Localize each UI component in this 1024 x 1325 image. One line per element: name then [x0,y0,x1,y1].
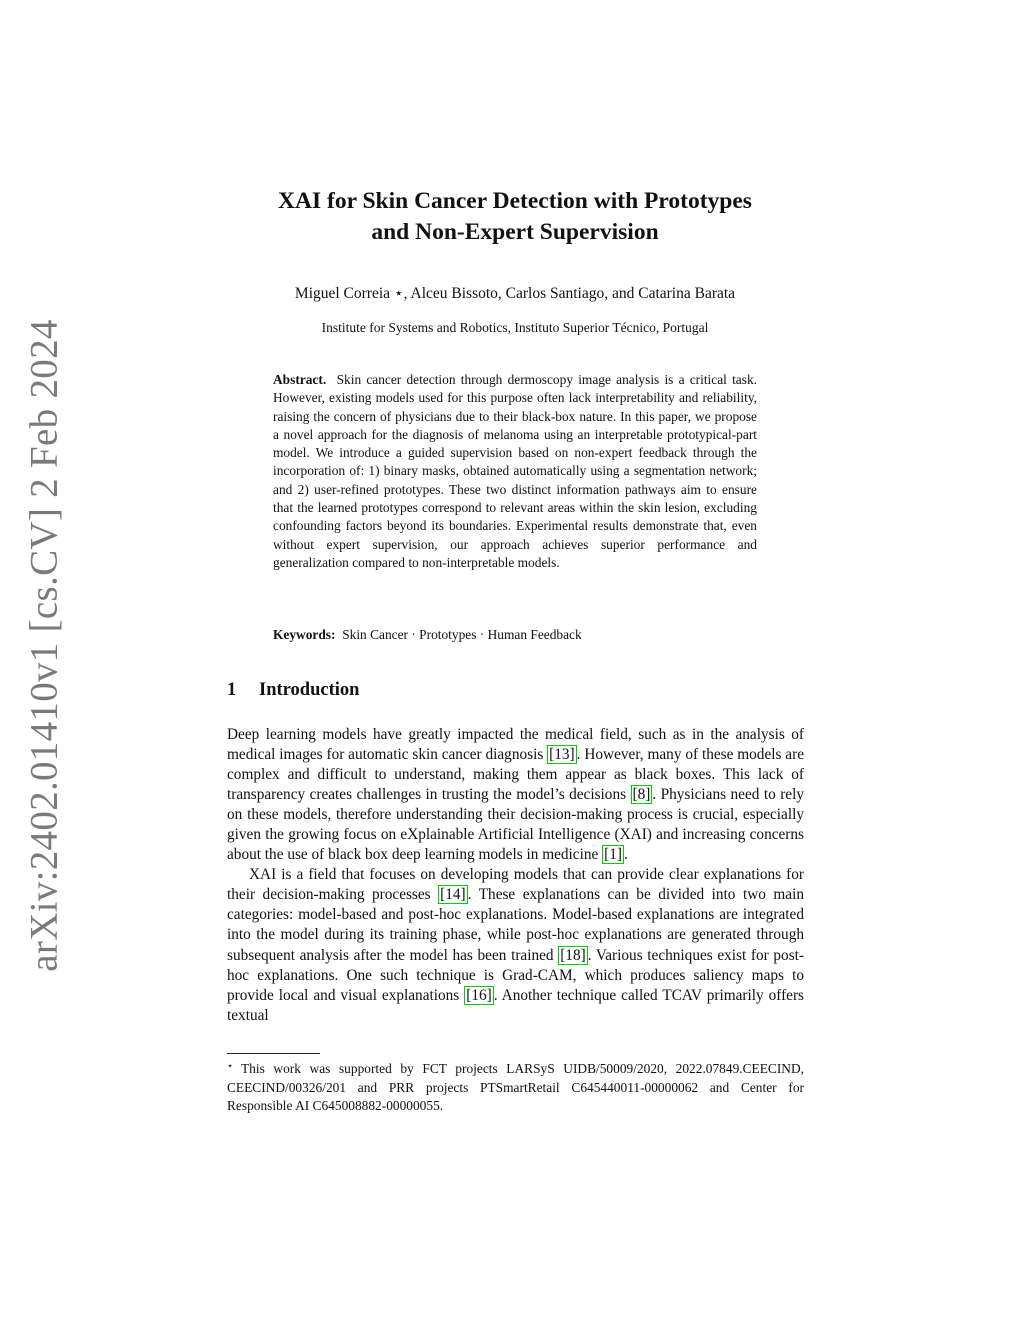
author-affiliation: Institute for Systems and Robotics, Instituto Superior Técnico, Portugal [321,320,709,335]
paragraph-1 [227,725,804,865]
footnote-divider [227,1053,320,1054]
paragraph-text: . Another technique called TCAV primarily offers textual [227,986,805,1024]
abstract-text: Skin cancer detection through dermoscopy image analysis is a critical task. However, existing models used for this purpose often lack interpretability and reliability, raising the concern of physicians due to their black-box nature. In this paper, we propose a novel approach for the diagnosis of melanoma using an interpretable prototypical-part model. We introduce a guided supervision based on non-expert feedback through the incorporation of: 1) binary masks, obtained automatically using a segmentation network; and 2) user-refined prototypes. These two distinct information pathways aim to ensure that the learned prototypes correspond to relevant areas within the skin lesion, excluding confounding factors beyond its boundaries. Experimental results demonstrate that, even without expert supervision, our approach achieves superior performance and generalization compared to non-interpretable models. [273,372,757,570]
paragraph-2 [227,865,804,1025]
paragraph-text: . Various techniques exist for post-hoc explanations. One such technique is Grad-CAM, which produces saliency maps to provide local and visual explanations [227,946,805,1004]
footnote-text: This work was supported by FCT projects LARSyS UIDB/50009/2020, 2022.07849.CEECIND, CEECIND/00326/201 and PRR projects PTSmartRetail C645440011-00000062 and Center for Responsible AI C645008882-00000055. [227,1061,804,1113]
paragraph-text: . [623,846,628,864]
citation-link[interactable]: [8] [632,786,651,804]
citation-link[interactable]: [13] [549,746,575,764]
paper-title [200,186,830,248]
section-title: Introduction [259,680,360,700]
section-number: 1 [227,680,237,700]
paragraph-text: . Physicians need to rely on these models, therefore understanding their decision-making process is crucial, especially given the growing focus on eXplainable Artificial Intelligence (XAI) and increasing concerns about the use of black box deep learning models in medicine [227,786,804,864]
keywords-line [273,627,757,643]
abstract-block [273,371,757,572]
footnote-marker: ⋆ [227,1061,234,1072]
section-heading-introduction [227,680,359,701]
citation-link[interactable]: [16] [466,986,492,1004]
title-line-2: and Non-Expert Supervision [371,219,659,245]
keywords-text: Skin Cancer · Prototypes · Human Feedback [342,627,582,642]
body-text [227,725,804,1026]
arxiv-stamp-text: arXiv:2402.01410v1 [cs.CV] 2 Feb 2024 [22,318,66,972]
author-list: Miguel Correia ⋆, Alceu Bissoto, Carlos Santiago, and Catarina Barata [294,285,736,302]
paragraph-text: Deep learning models have greatly impacted the medical field, such as in the analysis of medical images for automatic skin cancer diagnosis [227,726,804,764]
paragraph-text: . These explanations can be divided into two main categories: model-based and post-hoc explanations. Model-based explanations are integrated into the model during its training phase, while post-hoc explanations are generated through subsequent analysis after the model has been trained [227,886,804,964]
arxiv-identifier-stamp [14,318,74,972]
keywords-label: Keywords: [273,627,336,642]
footnote [227,1058,804,1116]
citation-link[interactable]: [1] [604,846,622,864]
paragraph-text: . However, many of these models are complex and difficult to understand, making them appear as black boxes. This lack of transparency creates challenges in trusting the model’s decisions [227,746,804,804]
paragraph-text: XAI is a field that focuses on developing models that can provide clear explanations for their decision-making processes [227,866,804,904]
citation-link[interactable]: [14] [440,886,466,904]
citation-link[interactable]: [18] [560,946,586,964]
abstract-label: Abstract. [273,372,327,387]
title-line-1: XAI for Skin Cancer Detection with Prototypes [278,188,752,214]
